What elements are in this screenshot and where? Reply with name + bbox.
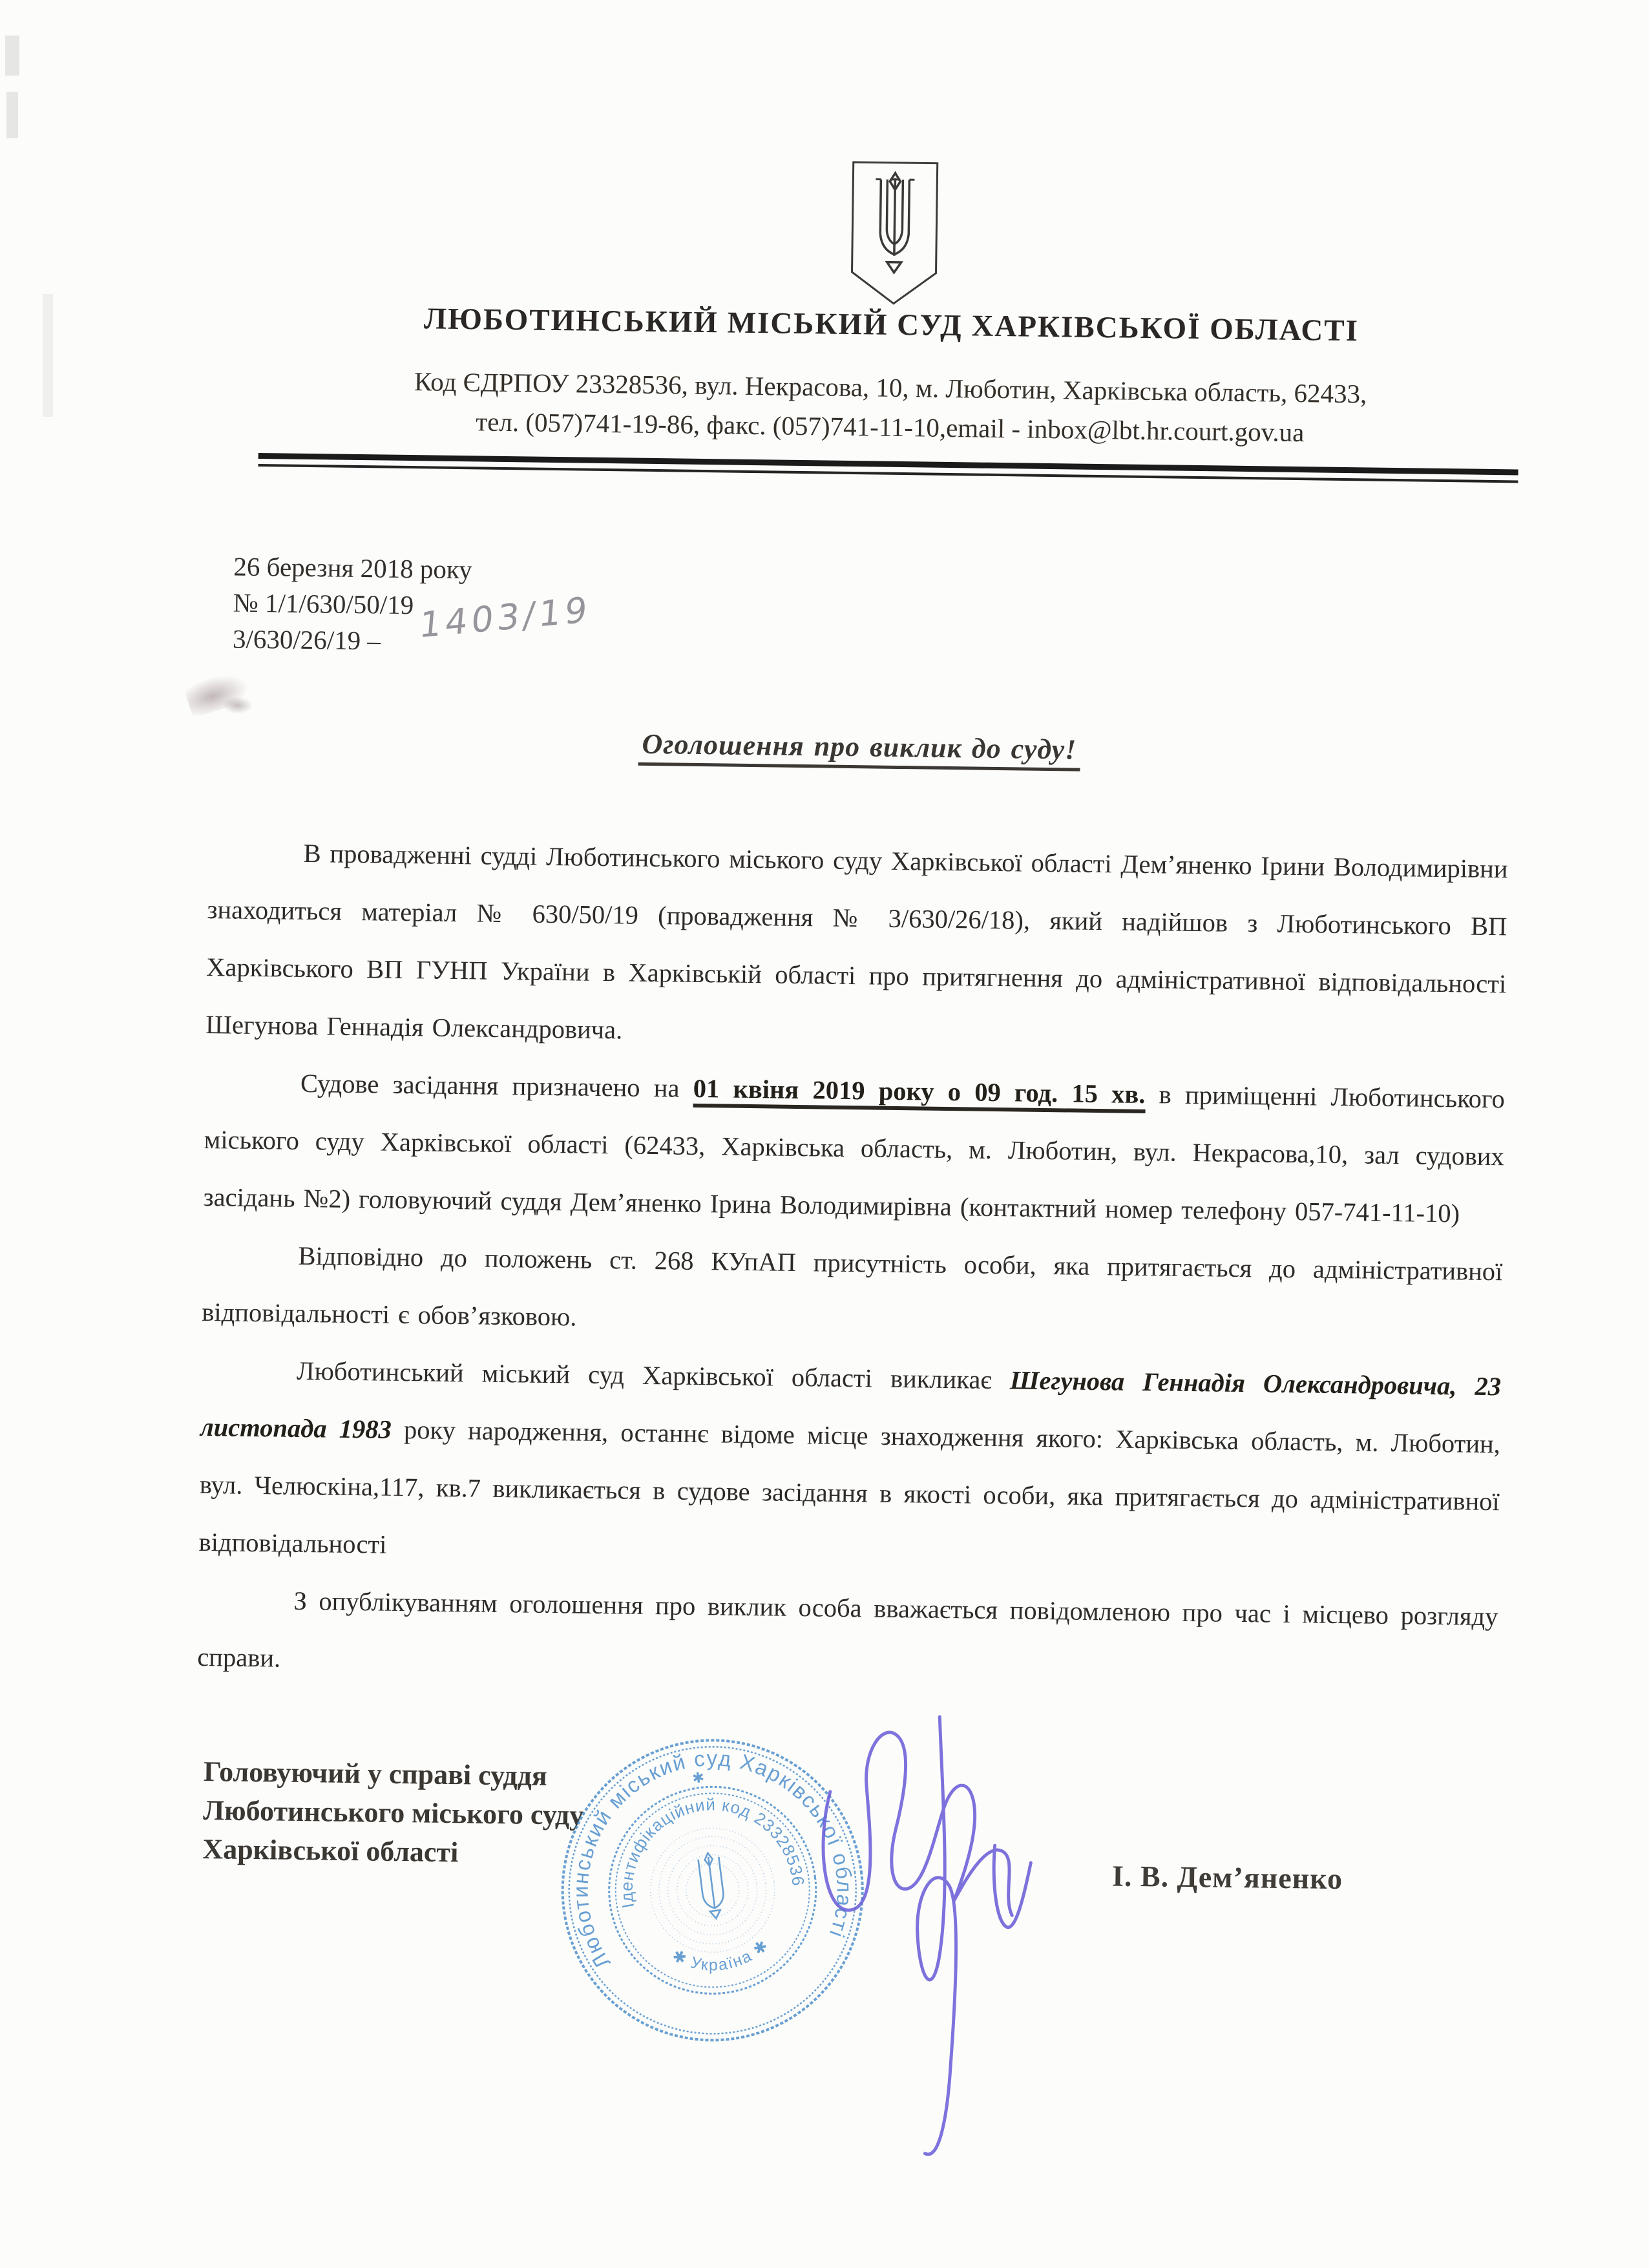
ukraine-trident-emblem-icon <box>847 158 946 310</box>
svg-text:✱ Україна ✱ <box>667 1935 775 1980</box>
paragraph: З опублікуванням оголошення про виклик особа вважається повідомленою про час і місцево розгляду справи. <box>197 1586 1498 1673</box>
document-date: 26 березня 2018 року <box>233 551 473 585</box>
document-number: № 1/1/630/50/19 <box>233 587 414 620</box>
stamp-trident-icon <box>698 1852 727 1920</box>
judge-name: І. В. Дем’яненко <box>1111 1859 1343 1896</box>
paragraph: В провадженні судді Люботинського міського суду Харківської області Дем’яненко Ірини Володимирівни знаходиться матеріал № 630/50/19 (провадження № 3/630/26/18), який надійшов з Люботинського ВП Харківського ВП ГУНП України в Харківській області про притягнення до адміністративної відповідальності Шегунова Геннадія Олександровича. <box>205 838 1508 1045</box>
paragraph: Відповідно до положень ст. 268 КУпАП присутність особи, яка притягається до адміністративної відповідальності є обов’язковою. <box>202 1241 1503 1332</box>
court-address: Код ЄДРПОУ 23328536, вул. Некрасова, 10, м. Люботин, Харківська область, 62433, <box>414 366 1367 409</box>
document-body <box>197 709 1510 1703</box>
paragraph: Судове засідання призначено на 01 квіня 2019 року о 09 год. 15 хв. в приміщенні Люботинського міського суду Харківської області (62433, Харківська область, м. Люботин, вул. Некрасова,10, зал судових засідань №2) головуючий суддя Дем’яненко Ірина Володимирівна (контактний номер телефону 057-741-11-10) <box>203 1068 1506 1228</box>
letterhead <box>124 297 1649 461</box>
paragraph: Люботинський міський суд Харківської області викликає Шегунова Геннадія Олександровича, 23 листопада 1983 року народження, останнє відоме місце знаходження якого: Харківська область, м. Люботин, вул. Челюскіна,117, кв.7 викликається в судове засідання в якості особи, яка притягається до адміністративної відповідальності <box>198 1356 1502 1559</box>
court-name: ЛЮБОТИНСЬКИЙ МІСЬКИЙ СУД ХАРКІВСЬКОЇ ОБЛАСТІ <box>423 302 1360 348</box>
hearing-datetime: 01 квіня 2019 року о 09 год. 15 хв. <box>693 1074 1145 1113</box>
stamp-star: ✱ <box>691 1769 706 1787</box>
court-contacts: тел. (057)741-19-86, факс. (057)741-11-10,email - inbox@lbt.hr.court.gov.ua <box>476 406 1305 448</box>
stamp-outer-text: Люботинський міський суд Харківської області <box>568 1746 857 1973</box>
case-number: 3/630/26/19 – <box>232 624 381 656</box>
document-title: Оголошення про виклик до суду! <box>209 709 1509 784</box>
handwritten-number: 1403/19 <box>417 589 593 646</box>
stamp-inner-text: Ідентифікаційний код 23328536 <box>616 1794 808 1910</box>
summoned-person: Шегунова Геннадія Олександровича, 23 листопада 1983 <box>200 1365 1502 1444</box>
signature-block: Головуючий у справі суддя Люботинського міського суду Харківської області <box>202 1756 584 1869</box>
svg-text:Ідентифікаційний код 23328536 <box>605 1783 808 1910</box>
judge-signature <box>780 1688 1122 2196</box>
stamp-bottom-text: ✱ Україна ✱ <box>669 1935 773 1975</box>
